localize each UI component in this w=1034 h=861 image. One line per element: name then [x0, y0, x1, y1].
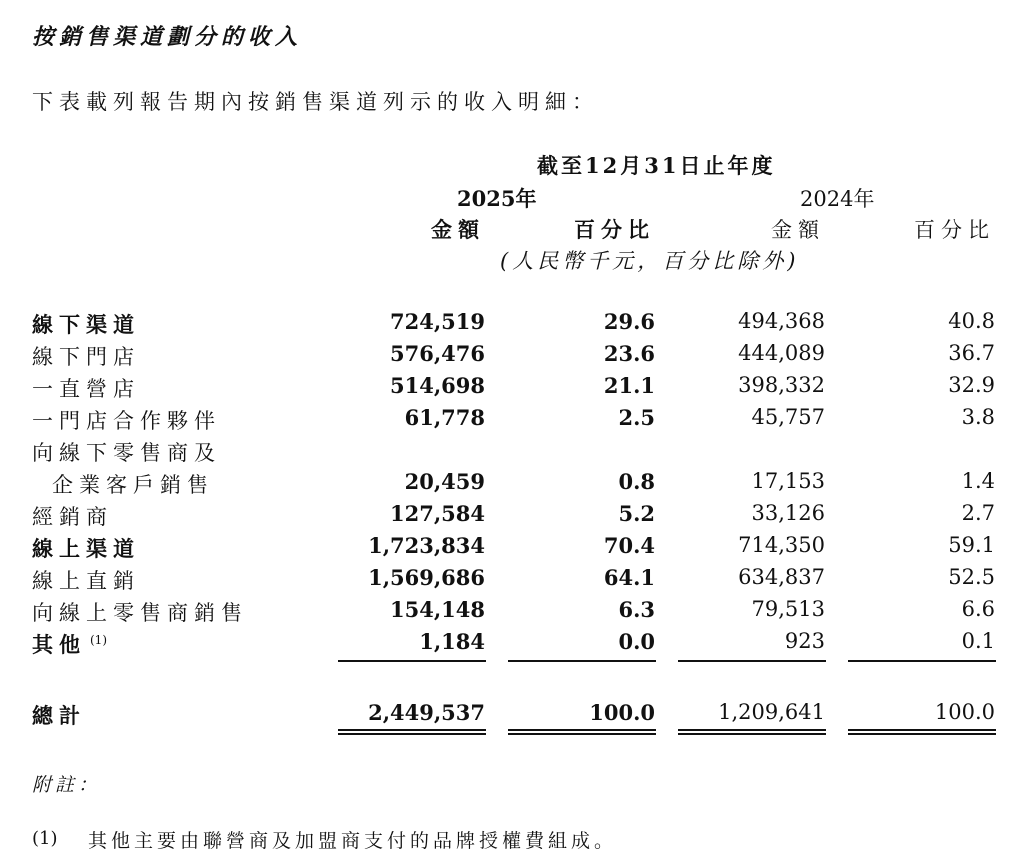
amount-2025: 724,519 [390, 309, 485, 334]
amount-2024: 398,332 [738, 373, 825, 397]
percentage-2024-header: 百分比 [914, 218, 995, 242]
intro-text: 下表載列報告期內按銷售渠道列示的收入明細： [32, 90, 599, 114]
amount-2025: 576,476 [390, 341, 485, 366]
row-label: 線上渠道 [32, 536, 140, 561]
row-label-continued: 企業客戶銷售 [52, 473, 214, 497]
note-text: 其他主要由聯營商及加盟商支付的品牌授權費組成。 [88, 830, 618, 852]
total-row [0, 700, 1034, 732]
total-rule [338, 733, 486, 735]
amount-2024: 444,089 [738, 341, 825, 365]
unit-note: (人民幣千元，百分比除外) [500, 249, 800, 273]
percentage-2025-header: 百分比 [574, 217, 655, 242]
subtotal-rule [848, 660, 996, 662]
pct-2024: 40.8 [948, 309, 995, 333]
table-row [0, 405, 1034, 437]
year-2024-header: 2024年 [800, 187, 875, 211]
table-row [0, 469, 1034, 501]
amount-2025: 1,184 [419, 629, 485, 654]
row-label [32, 629, 107, 659]
amount-2025: 20,459 [404, 469, 485, 494]
total-rule [848, 733, 996, 735]
pct-2024: 59.1 [948, 533, 995, 557]
row-label: 線上直銷 [32, 569, 140, 593]
note-number: (1) [32, 828, 58, 849]
row-label: 線下渠道 [32, 312, 140, 337]
amount-2024: 79,513 [751, 597, 825, 621]
pct-2024: 0.1 [961, 629, 995, 653]
row-label: 經銷商 [32, 505, 113, 529]
pct-2024: 36.7 [948, 341, 995, 365]
table-row [0, 565, 1034, 597]
table-row [0, 533, 1034, 565]
subtotal-rule [338, 660, 486, 662]
pct-2025: 5.2 [618, 501, 655, 526]
total-rule [678, 733, 826, 735]
pct-2025: 6.3 [618, 597, 655, 622]
row-label: 一門店合作夥伴 [32, 409, 221, 433]
amount-2024: 45,757 [751, 405, 825, 429]
pct-2024: 2.7 [961, 501, 995, 525]
amount-2025: 514,698 [390, 373, 485, 398]
table-row [0, 597, 1034, 629]
subtotal-rule [508, 660, 656, 662]
pct-2024: 6.6 [961, 597, 995, 621]
total-rule [678, 729, 826, 731]
amount-2025: 1,723,834 [368, 533, 485, 558]
amount-2024: 33,126 [751, 501, 825, 525]
pct-2025: 64.1 [603, 565, 655, 590]
amount-2025: 127,584 [390, 501, 485, 526]
amount-2024-header: 金額 [771, 218, 825, 242]
table-row [0, 501, 1034, 533]
amount-2024: 494,368 [738, 309, 825, 333]
table-row [0, 309, 1034, 341]
pct-2024: 3.8 [961, 405, 995, 429]
pct-2025: 29.6 [603, 309, 655, 334]
total-amount-2024: 1,209,641 [718, 700, 825, 724]
total-label: 總計 [32, 703, 86, 728]
total-rule [508, 729, 656, 731]
pct-2025: 0.8 [618, 469, 655, 494]
total-rule [338, 729, 486, 731]
amount-2024: 634,837 [738, 565, 825, 589]
amount-2024: 714,350 [738, 533, 825, 557]
notes-heading: 附註： [32, 774, 102, 796]
amount-2024: 923 [784, 629, 825, 653]
total-rule [848, 729, 996, 731]
pct-2024: 32.9 [948, 373, 995, 397]
row-label: 一直營店 [32, 377, 140, 401]
year-2025-header: 2025年 [457, 186, 537, 211]
pct-2025: 23.6 [603, 341, 655, 366]
table-row-label-line [0, 437, 1034, 469]
amount-2025-header: 金額 [431, 217, 485, 242]
amount-2025: 61,778 [404, 405, 485, 430]
pct-2025: 70.4 [603, 533, 655, 558]
row-label: 線下門店 [32, 345, 140, 369]
total-amount-2025: 2,449,537 [368, 700, 485, 725]
pct-2024: 52.5 [948, 565, 995, 589]
total-pct-2024: 100.0 [934, 700, 995, 724]
pct-2024: 1.4 [961, 469, 995, 493]
row-label: 向線上零售商銷售 [32, 601, 248, 625]
period-header: 截至12月31日止年度 [537, 153, 776, 178]
table-row [0, 341, 1034, 373]
row-label: 向線下零售商及 [32, 441, 221, 465]
table-row [0, 629, 1034, 661]
row-label-text: 其他 [32, 632, 86, 657]
amount-2025: 154,148 [390, 597, 485, 622]
footnote-ref: (1) [90, 633, 107, 647]
amount-2024: 17,153 [751, 469, 825, 493]
subtotal-rule [678, 660, 826, 662]
section-title: 按銷售渠道劃分的收入 [32, 24, 303, 50]
pct-2025: 2.5 [618, 405, 655, 430]
total-pct-2025: 100.0 [589, 700, 655, 725]
total-rule [508, 733, 656, 735]
amount-2025: 1,569,686 [368, 565, 485, 590]
table-row [0, 373, 1034, 405]
pct-2025: 21.1 [603, 373, 655, 398]
pct-2025: 0.0 [618, 629, 655, 654]
